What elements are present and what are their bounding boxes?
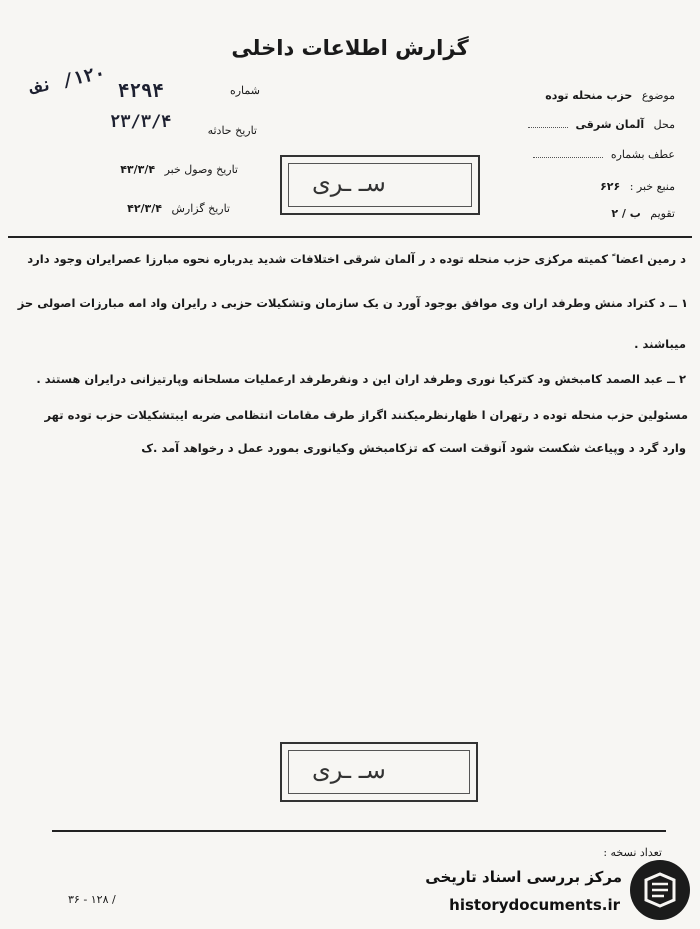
- secret-stamp-top: [280, 155, 480, 215]
- report-date-field: [127, 202, 230, 215]
- number-value: ۴۲۹۴: [118, 80, 164, 102]
- evaluation-label: تقویم: [650, 207, 675, 220]
- subject-value: حزب منحله توده: [545, 89, 633, 102]
- subject-field: [545, 89, 675, 102]
- receipt-date-value: ۴۳/۳/۴: [120, 163, 156, 176]
- receipt-date-field: [120, 163, 238, 176]
- number-field: [230, 84, 260, 97]
- subject-label: موضوع: [641, 89, 675, 102]
- location-label: محل: [653, 118, 675, 131]
- reference-dots: [533, 157, 603, 158]
- body-line-5: مسئولین حزب منحله توده د رتهران ا ظهارنظرمیکنند اگراز طرف مقامات انتظامی ضربه ایبتشکیلات حزب توده تهر: [44, 408, 688, 422]
- number-label: شماره: [229, 84, 260, 97]
- secret-stamp-bottom: [280, 742, 478, 802]
- form-number: ۳۶ - ۱۲۸ /: [68, 893, 116, 906]
- copies-label: تعداد نسخه :: [603, 846, 662, 859]
- footer-divider: [52, 830, 666, 832]
- incident-date-field: [208, 124, 257, 137]
- body-line-3: میباشند .: [634, 337, 686, 351]
- body-line-6: وارد گرد د وپیاعث شکست شود آنوقت است که تزکامبخش وکیانوری بمورد عمل د رخواهد آمد .ک: [141, 441, 686, 455]
- location-field: [528, 118, 675, 131]
- watermark-fa: مرکز بررسی اسناد تاریخی: [425, 868, 622, 886]
- source-value: ۶۲۶: [600, 180, 621, 193]
- receipt-date-label: تاریخ وصول خبر: [164, 163, 238, 176]
- archive-logo-icon: [630, 860, 690, 920]
- reference-label: عطف بشماره: [610, 148, 675, 161]
- copies-field: [603, 846, 662, 859]
- location-dots: [528, 127, 568, 128]
- source-label: منبع خبر :: [629, 180, 675, 193]
- evaluation-value: ب / ۲: [611, 207, 641, 220]
- evaluation-field: [611, 207, 675, 220]
- secret-stamp-bottom-text: سـ ـری: [312, 756, 386, 784]
- watermark-en: historydocuments.ir: [449, 896, 620, 914]
- header-divider: [8, 236, 692, 238]
- body-line-1: د رمین اعضا ً کمیته مرکزی حزب منحله توده د ر آلمان شرقی اختلافات شدید یدرباره نحوه مبارزا عصرایران وجود دارد: [27, 252, 686, 266]
- incident-date-label: تاریخ حادثه: [207, 124, 257, 137]
- page-title: گزارش اطلاعات داخلی: [231, 36, 469, 60]
- secret-stamp-top-text: سـ ـری: [312, 169, 386, 197]
- report-date-label: تاریخ گزارش: [171, 202, 230, 215]
- reference-field: [533, 148, 675, 161]
- handwritten-note: ۱۲۰/ نف: [28, 62, 108, 99]
- report-date-value: ۴۲/۳/۴: [127, 202, 162, 215]
- body-line-2: ۱ ــ د کتراد منش وطرفد اران وی موافق بوجود آورد ن یک سازمان وتشکیلات حزبی د رایران واد امه مبارزات اصولی حز: [17, 296, 688, 310]
- body-line-4: ۲ ــ عبد الصمد کامبخش ود کترکیا نوری وطرفد اران این د ونفرطرفد ارعملیات مسلحانه وپارتیزانی درایران هستند .: [36, 372, 686, 386]
- watermark-logo: [405, 860, 690, 922]
- location-value: آلمان شرقی: [575, 118, 645, 131]
- source-field: [600, 180, 675, 193]
- incident-date-value: ۲۳/۳/۴: [110, 112, 172, 132]
